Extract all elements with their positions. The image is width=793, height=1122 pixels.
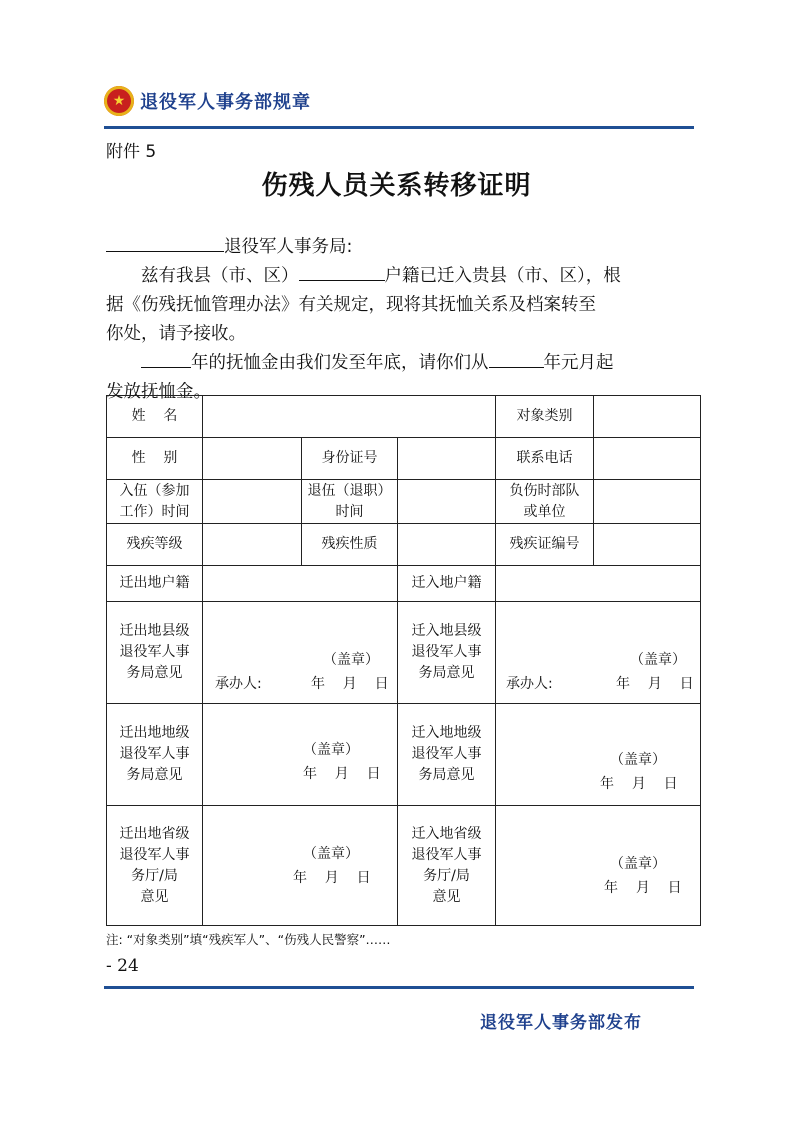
footer-rule [104,986,694,989]
enlist-time-field [203,480,302,524]
in-city-opinion: （盖章） 年 月 日 [496,704,701,806]
injury-unit-label: 负伤时部队 或单位 [496,480,594,524]
disability-cert-field [594,524,701,566]
name-label: 姓 名 [107,396,203,438]
phone-field [594,438,701,480]
injury-unit-field [594,480,701,524]
addressee-line: 退役军人事务局: [106,233,698,262]
addressee-blank [106,233,224,252]
in-household-field [496,566,701,602]
document-title: 伤残人员关系转移证明 [261,171,532,201]
footer-publisher: 退役军人事务部发布 [480,1013,642,1033]
paragraph-1: 兹有我县（市、区） 户籍已迁入贵县（市、区），根 [106,262,698,291]
year-blank-1 [141,349,191,368]
header-rule [104,126,694,129]
gender-field [203,438,302,480]
phone-label: 联系电话 [496,438,594,480]
in-province-label: 迁入地省级 退役军人事 务厅/局 意见 [398,806,496,926]
table-note: 注: “对象类别”填“残疾军人”、“伤残人民警察”…… [106,932,391,947]
year-blank-2 [489,349,544,368]
in-county-opinion: （盖章） 承办人: 年 月 日 [496,602,701,704]
gender-label: 性 别 [107,438,203,480]
out-province-label: 迁出地省级 退役军人事 务厅/局 意见 [107,806,203,926]
in-city-label: 迁入地地级 退役军人事 务局意见 [398,704,496,806]
enlist-time-label: 入伍（参加 工作）时间 [107,480,203,524]
retire-time-field [398,480,496,524]
disability-grade-label: 残疾等级 [107,524,203,566]
id-number-label: 身份证号 [302,438,398,480]
in-household-label: 迁入地户籍 [398,566,496,602]
page-number: - 24 [106,956,139,976]
national-emblem-icon: ★ [104,86,134,116]
in-county-label: 迁入地县级 退役军人事 务局意见 [398,602,496,704]
header [104,84,311,118]
transfer-form-table [106,395,701,926]
category-field [594,396,701,438]
name-field [203,396,496,438]
out-city-label: 迁出地地级 退役军人事 务局意见 [107,704,203,806]
out-county-label: 迁出地县级 退役军人事 务局意见 [107,602,203,704]
out-county-opinion: （盖章） 承办人: 年 月 日 [203,602,398,704]
disability-nature-label: 残疾性质 [302,524,398,566]
out-household-field [203,566,398,602]
header-title: 退役军人事务部规章 [140,92,311,113]
category-label: 对象类别 [496,396,594,438]
disability-cert-label: 残疾证编号 [496,524,594,566]
out-city-opinion: （盖章） 年 月 日 [203,704,398,806]
out-province-opinion: （盖章） 年 月 日 [203,806,398,926]
disability-grade-field [203,524,302,566]
paragraph-2: 年的抚恤金由我们发至年底，请你们从 年元月起 [106,349,698,378]
out-household-label: 迁出地户籍 [107,566,203,602]
retire-time-label: 退伍（退职） 时间 [302,480,398,524]
person-name-blank [299,262,385,281]
id-number-field [398,438,496,480]
disability-nature-field [398,524,496,566]
in-province-opinion: （盖章） 年 月 日 [496,806,701,926]
letter-body: 退役军人事务局: 兹有我县（市、区） 户籍已迁入贵县（市、区），根 据《伤残抚恤管理办法》有关规定，现将其抚恤关系及档案转至 你处，请予接收。 年的抚恤金由我们发至年底，请你们从 年元月起 发放抚恤金。 [106,233,698,407]
attachment-label: 附件 5 [106,142,157,162]
